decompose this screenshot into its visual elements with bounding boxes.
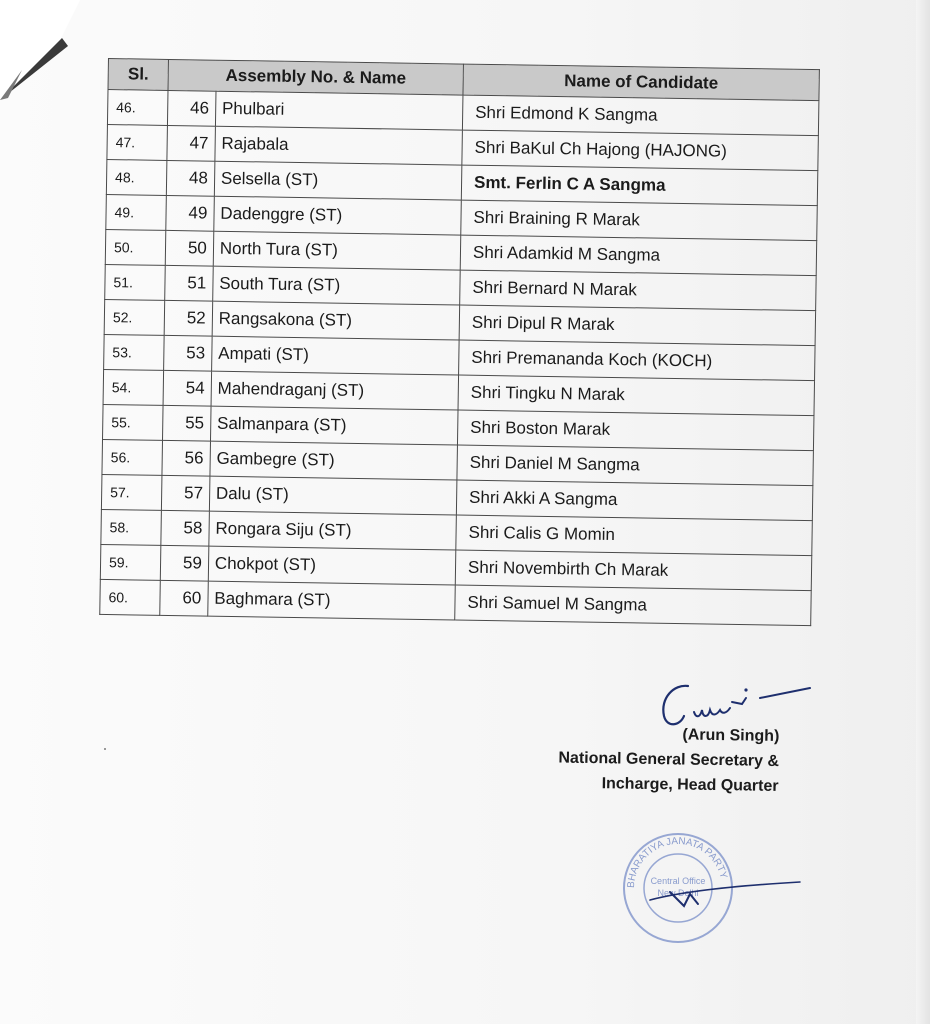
cell-candidate-name: Shri Bernard N Marak [460,270,817,311]
cell-candidate-name: Shri Edmond K Sangma [462,95,819,136]
cell-candidate-name: Shri Adamkid M Sangma [460,235,817,276]
cell-candidate-name: Shri Calis G Momin [456,515,813,556]
cell-assembly-number: 58 [161,510,209,546]
cell-candidate-name: Shri Daniel M Sangma [457,445,814,486]
cell-assembly-name: Gambegre (ST) [210,441,458,480]
cell-serial: 52. [104,299,165,335]
cell-assembly-name: Rangsakona (ST) [212,301,460,340]
header-sl: Sl. [108,59,169,91]
candidate-table [99,58,820,626]
table-body [100,90,819,626]
cell-serial: 55. [103,404,164,440]
cell-candidate-name: Shri Akki A Sangma [456,480,813,521]
cell-serial: 60. [100,579,161,615]
cell-serial: 51. [105,264,166,300]
cell-assembly-name: Ampati (ST) [211,336,459,375]
cell-assembly-number: 47 [167,125,215,161]
cell-assembly-name: Dalu (ST) [209,476,457,515]
cell-serial: 57. [101,474,162,510]
cell-serial: 53. [104,334,165,370]
cell-serial: 56. [102,439,163,475]
cell-assembly-number: 48 [167,160,215,196]
cell-assembly-number: 60 [160,580,208,616]
cell-candidate-name: Smt. Ferlin C A Sangma [461,165,818,206]
cell-serial: 59. [100,544,161,580]
page-corner-fold [0,0,80,110]
cell-serial: 58. [101,509,162,545]
cell-assembly-number: 54 [163,370,211,406]
cell-assembly-number: 49 [166,195,214,231]
cell-assembly-number: 56 [162,440,210,476]
candidate-table-container [99,58,820,626]
signer-name: (Arun Singh) [682,726,780,745]
cell-serial: 49. [106,194,167,230]
cell-assembly-name: Dadenggre (ST) [214,196,462,235]
cell-assembly-name: South Tura (ST) [213,266,461,305]
stamp-signature [640,870,810,920]
stamp-center-line2: New Delhi [657,888,699,898]
cell-serial: 54. [103,369,164,405]
page-edge-shadow [916,0,930,1024]
signer-block [558,721,780,799]
cell-candidate-name: Shri Boston Marak [457,410,814,451]
cell-assembly-name: Chokpot (ST) [208,546,456,585]
cell-serial: 48. [106,159,167,195]
cell-candidate-name: Shri Samuel M Sangma [455,585,812,626]
cell-assembly-name: Selsella (ST) [214,161,462,200]
cell-assembly-name: Salmanpara (ST) [210,406,458,445]
cell-candidate-name: Shri Dipul R Marak [459,305,816,346]
cell-assembly-name: North Tura (ST) [213,231,461,270]
cell-assembly-name: Baghmara (ST) [208,581,456,620]
cell-assembly-number: 55 [163,405,211,441]
cell-serial: 46. [107,90,168,126]
cell-assembly-number: 59 [160,545,208,581]
cell-assembly-name: Rajabala [215,126,463,165]
stamp-center-line1: Central Office [650,876,706,886]
cell-assembly-number: 52 [164,300,212,336]
cell-assembly-name: Phulbari [215,91,463,130]
cell-assembly-number: 50 [165,230,213,266]
cell-candidate-name: Shri Premananda Koch (KOCH) [459,340,816,381]
cell-serial: 50. [105,229,166,265]
stamp-ring-text: BHARATIYA JANATA PARTY [625,835,729,889]
cell-assembly-name: Rongara Siju (ST) [209,511,457,550]
header-assembly: Assembly No. & Name [168,59,463,95]
cell-assembly-number: 57 [162,475,210,511]
signer-title-line2: Incharge, Head Quarter [601,775,780,795]
cell-candidate-name: Shri Tingku N Marak [458,375,815,416]
cell-assembly-number: 53 [164,335,212,371]
cell-candidate-name: Shri Braining R Marak [461,200,818,241]
cell-serial: 47. [107,124,168,160]
cell-assembly-name: Mahendraganj (ST) [211,371,459,410]
signer-title-line1: National General Secretary & [558,749,780,770]
header-candidate: Name of Candidate [463,64,819,101]
cell-candidate-name: Shri Novembirth Ch Marak [455,550,812,591]
speck [104,748,106,750]
cell-candidate-name: Shri BaKul Ch Hajong (HAJONG) [462,130,819,171]
cell-assembly-number: 46 [168,90,216,126]
cell-assembly-number: 51 [165,265,213,301]
